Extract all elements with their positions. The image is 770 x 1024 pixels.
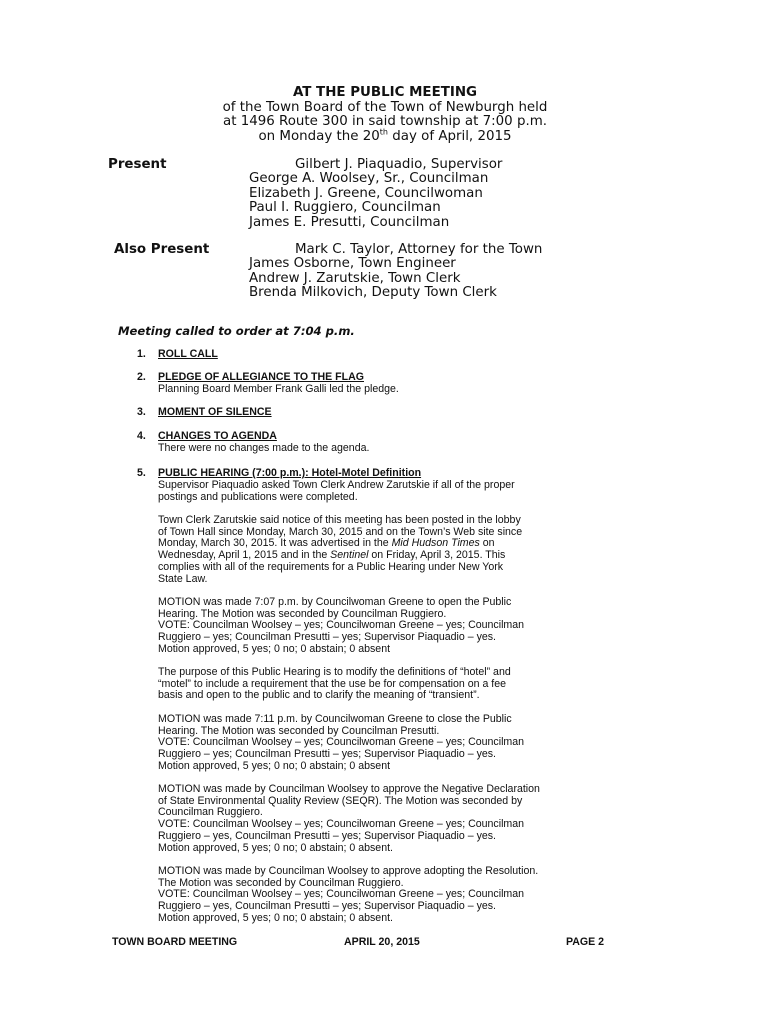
paragraph-line: Motion approved, 5 yes; 0 no; 0 abstain; 0 absent. [158,911,393,924]
paragraph-line: VOTE: Councilman Woolsey – yes; Councilwoman Greene – yes; Councilman [158,736,525,749]
newspaper-name: Sentinel [330,549,369,562]
hearing-paragraph [158,714,628,773]
paragraph-line: VOTE: Councilman Woolsey – yes; Councilwoman Greene – yes; Councilman [158,619,525,632]
item-title: ROLL CALL [158,348,218,360]
item-number: 4. [137,430,146,442]
line-text: Wednesday, April 1, 2015 and in the [158,549,331,562]
paragraph-line: MOTION was made by Councilman Woolsey to approve the Negative Declaration [158,783,540,795]
paragraph-line: Motion approved, 5 yes; 0 no; 0 abstain; 0 absent [158,759,391,772]
item-title: MOMENT OF SILENCE [158,406,272,418]
also-present-name: Mark C. Taylor, Attorney for the Town [295,242,543,257]
footer-page-number: PAGE 2 [566,936,605,948]
paragraph-line: The Motion was seconded by Councilman Ruggiero. [158,876,404,889]
paragraph-line: complies with all of the requirements for a Public Hearing under New York [158,560,504,573]
header-line-1: of the Town Board of the Town of Newburgh held [222,99,548,115]
header-line-3 [0,127,770,145]
paragraph-line: of Town Hall since Monday, March 30, 2015 and on the Town’s Web site since [158,525,523,538]
also-present-name: Andrew J. Zarutskie, Town Clerk [249,270,461,286]
paragraph-line: Councilman Ruggiero. [158,806,263,819]
line-text: on Friday, April 3, 2015. This [368,549,506,562]
present-name: Gilbert J. Piaquadio, Supervisor [295,157,503,172]
paragraph-line: Ruggiero – yes; Councilman Presutti – yes; Supervisor Piaquadio – yes. [158,748,496,761]
present-list [249,158,649,230]
also-present-list [249,243,649,301]
hearing-paragraph [158,597,628,656]
item-number: 3. [137,406,146,418]
item-number: 1. [137,348,146,360]
item-text: There were no changes made to the agenda. [158,442,370,454]
paragraph-line: Ruggiero – yes, Councilman Presutti – yes; Supervisor Piaquadio – yes. [158,829,496,842]
header-line-3-sup: th [379,127,389,137]
also-present-name: James Osborne, Town Engineer [249,256,456,272]
header-title: AT THE PUBLIC MEETING [292,85,478,100]
hearing-paragraph [158,667,628,702]
paragraph-line: Hearing. The Motion was seconded by Councilman Ruggiero. [158,607,447,620]
paragraph-line: Hearing. The Motion was seconded by Councilman Presutti. [158,724,440,737]
present-name: James E. Presutti, Councilman [249,214,450,230]
line-text: Monday, March 30, 2015. It was advertised in the [158,537,392,550]
hearing-paragraph [158,866,628,925]
item-number: 5. [137,467,146,479]
paragraph-line: Motion approved, 5 yes; 0 no; 0 abstain; 0 absent. [158,841,393,854]
item-number: 2. [137,371,146,383]
paragraph-line: Town Clerk Zarutskie said notice of this meeting has been posted in the lobby [158,514,521,526]
paragraph-line: VOTE: Councilman Woolsey – yes; Councilwoman Greene – yes; Councilman [158,818,525,831]
footer-left: TOWN BOARD MEETING [112,936,238,948]
paragraph-line: “motel” to include a requirement that the use be for compensation on a fee [158,677,507,690]
paragraph-line: The purpose of this Public Hearing is to modify the definitions of “hotel” and [158,666,511,678]
paragraph-line: Motion approved, 5 yes; 0 no; 0 abstain; 0 absent [158,642,391,655]
paragraph-line: of State Environmental Quality Review (SEQR). The Motion was seconded by [158,794,523,807]
paragraph-line: Ruggiero – yes, Councilman Presutti – yes; Supervisor Piaquadio – yes. [158,900,496,913]
item-title: CHANGES TO AGENDA [158,430,277,442]
footer-date: APRIL 20, 2015 [344,936,420,948]
called-to-order: Meeting called to order at 7:04 p.m. [118,324,355,338]
paragraph-line: Ruggiero – yes; Councilman Presutti – yes; Supervisor Piaquadio – yes. [158,631,496,644]
paragraph-line: basis and open to the public and to clarify the meaning of “transient”. [158,689,480,702]
paragraph-line: Supervisor Piaquadio asked Town Clerk Andrew Zarutskie if all of the proper [158,479,515,491]
present-label: Present [108,157,167,172]
also-present-name: Brenda Milkovich, Deputy Town Clerk [249,285,497,301]
paragraph-line: MOTION was made 7:07 p.m. by Councilwoman Greene to open the Public [158,596,512,608]
meeting-header [0,86,770,144]
header-line-3-tail: day of April, 2015 [388,128,512,144]
paragraph-line: postings and publications were completed. [158,490,358,503]
present-name: George A. Woolsey, Sr., Councilman [249,171,489,187]
item-title: PLEDGE OF ALLEGIANCE TO THE FLAG [158,371,364,383]
hearing-paragraph [158,480,628,503]
item-title: PUBLIC HEARING (7:00 p.m.): Hotel-Motel Definition [158,467,422,479]
paragraph-line: MOTION was made 7:11 p.m. by Councilwoman Greene to close the Public [158,713,512,725]
hearing-paragraph [158,515,628,585]
header-line-2: at 1496 Route 300 in said township at 7:00 p.m. [222,114,548,130]
paragraph-line: MOTION was made by Councilman Woolsey to approve adopting the Resolution. [158,865,539,877]
newspaper-name: Mid Hudson Times [391,537,480,550]
paragraph-line: VOTE: Councilman Woolsey – yes; Councilwoman Greene – yes; Councilman [158,888,525,901]
present-name: Paul I. Ruggiero, Councilman [249,200,441,216]
line-text: on [479,537,495,550]
item-text: Planning Board Member Frank Galli led the pledge. [158,383,399,395]
present-name: Elizabeth J. Greene, Councilwoman [249,185,483,201]
paragraph-line: State Law. [158,572,208,585]
hearing-paragraph [158,784,628,854]
header-line-3-text: on Monday the 20 [258,128,380,144]
also-present-label: Also Present [114,242,210,257]
